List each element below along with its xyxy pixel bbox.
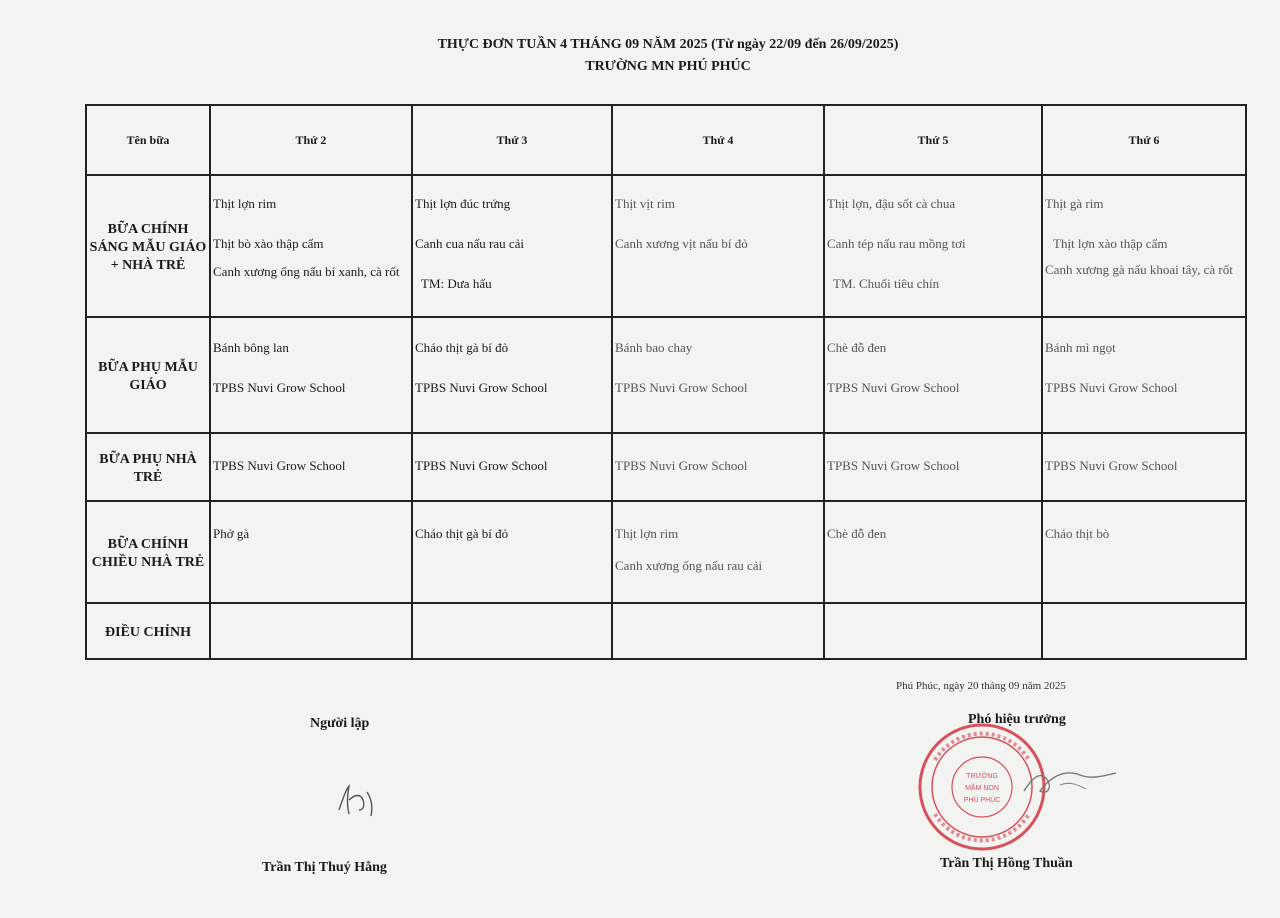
dish: Thịt lợn rim — [213, 196, 277, 211]
dish: TPBS Nuvi Grow School — [213, 380, 346, 395]
menu-cell — [612, 317, 824, 433]
day-header-fri: Thứ 6 — [1042, 105, 1246, 175]
dish: TM. Chuối tiêu chín — [833, 276, 940, 291]
menu-cell — [612, 501, 824, 603]
table-row — [86, 175, 1246, 317]
meal-label: BỮA PHỤ MẪU GIÁO — [86, 317, 210, 433]
menu-cell — [210, 175, 412, 317]
dish: TPBS Nuvi Grow School — [615, 458, 748, 473]
menu-cell — [612, 433, 824, 501]
table-row — [86, 603, 1246, 659]
dish: Canh cua nấu rau cải — [415, 236, 525, 251]
day-header-thu: Thứ 5 — [824, 105, 1042, 175]
day-header-tue: Thứ 3 — [412, 105, 612, 175]
table-row — [86, 501, 1246, 603]
menu-cell — [412, 433, 612, 501]
dish: Thịt lợn, đậu sốt cà chua — [827, 196, 956, 211]
preparer-signature-icon — [333, 780, 383, 820]
menu-cell — [1042, 501, 1246, 603]
dish: Thịt gà rim — [1045, 196, 1104, 211]
document-title — [0, 34, 1280, 78]
meal-label: BỮA CHÍNH CHIỀU NHÀ TRẺ — [86, 501, 210, 603]
day-header-wed: Thứ 4 — [612, 105, 824, 175]
menu-cell — [824, 433, 1042, 501]
dish: Canh tép nấu rau mồng tơi — [827, 236, 966, 251]
preparer-title: Người lập — [310, 716, 370, 731]
menu-cell-empty — [824, 603, 1042, 659]
dish: Thịt lợn xào thập cẩm — [1053, 236, 1168, 251]
approver-signature-icon — [1020, 755, 1120, 805]
title-line-1: THỰC ĐƠN TUẦN 4 THÁNG 09 NĂM 2025 (Từ ngày 22/09 đến 26/09/2025) — [437, 37, 899, 52]
dish: Chè đỗ đen — [827, 526, 887, 541]
menu-cell — [210, 317, 412, 433]
dish: Cháo thịt bò — [1045, 526, 1110, 541]
dish: Bánh bao chay — [615, 340, 693, 355]
meal-label: BỮA CHÍNH SÁNG MẪU GIÁO + NHÀ TRẺ — [86, 175, 210, 317]
dish: Cháo thịt gà bí đỏ — [415, 340, 509, 355]
place-date: Phú Phúc, ngày 20 tháng 09 năm 2025 — [896, 680, 1066, 692]
dish: Thịt lợn đúc trứng — [415, 196, 511, 211]
header-row — [86, 105, 1246, 175]
menu-cell — [612, 175, 824, 317]
dish: TPBS Nuvi Grow School — [1045, 380, 1178, 395]
dish: Canh xương ống nấu bí xanh, cà rốt — [213, 264, 400, 279]
dish: TPBS Nuvi Grow School — [415, 380, 548, 395]
approver-title: Phó hiệu trưởng — [968, 712, 1066, 727]
meal-label: BỮA PHỤ NHÀ TRẺ — [86, 433, 210, 501]
meal-label: ĐIỀU CHỈNH — [86, 603, 210, 659]
day-header-mon: Thứ 2 — [210, 105, 412, 175]
menu-cell-empty — [210, 603, 412, 659]
dish: Bánh bông lan — [213, 340, 289, 355]
table-row — [86, 317, 1246, 433]
svg-text:MẦM NON: MẦM NON — [965, 785, 999, 792]
menu-cell — [1042, 317, 1246, 433]
menu-cell — [210, 433, 412, 501]
dish: TPBS Nuvi Grow School — [415, 458, 548, 473]
menu-cell-empty — [1042, 603, 1246, 659]
dish: TPBS Nuvi Grow School — [1045, 458, 1178, 473]
dish: TPBS Nuvi Grow School — [827, 458, 960, 473]
dish: TPBS Nuvi Grow School — [615, 380, 748, 395]
dish: Thịt lợn rim — [615, 526, 679, 541]
dish: Cháo thịt gà bí đỏ — [415, 526, 509, 541]
preparer-name: Trần Thị Thuý Hằng — [262, 860, 387, 875]
title-line-2: TRƯỜNG MN PHÚ PHÚC — [585, 59, 751, 74]
dish: Phở gà — [213, 526, 250, 541]
dish: Canh xương gà nấu khoai tây, cà rốt — [1045, 262, 1233, 277]
menu-cell — [824, 501, 1042, 603]
dish: Canh xương vịt nấu bí đỏ — [615, 236, 748, 251]
menu-cell — [1042, 433, 1246, 501]
svg-text:PHÚ PHÚC: PHÚ PHÚC — [963, 797, 1001, 804]
approver-name: Trần Thị Hồng Thuần — [940, 856, 1073, 871]
menu-cell-empty — [612, 603, 824, 659]
menu-cell — [210, 501, 412, 603]
table-row — [86, 433, 1246, 501]
corner-header: Tên bữa — [86, 105, 210, 175]
menu-table — [85, 104, 1247, 660]
menu-cell-empty — [412, 603, 612, 659]
dish: TPBS Nuvi Grow School — [827, 380, 960, 395]
dish: Bánh mì ngọt — [1045, 340, 1116, 355]
dish: Thịt bò xào thập cẩm — [213, 236, 324, 251]
svg-text:TRƯỜNG: TRƯỜNG — [966, 773, 998, 780]
dish: TPBS Nuvi Grow School — [213, 458, 346, 473]
dish: Canh xương ống nấu rau cải — [615, 558, 763, 573]
dish: Thịt vịt rim — [615, 196, 675, 211]
menu-cell — [824, 175, 1042, 317]
menu-cell — [824, 317, 1042, 433]
menu-cell — [412, 175, 612, 317]
dish: Chè đỗ đen — [827, 340, 887, 355]
menu-cell — [412, 501, 612, 603]
menu-cell — [1042, 175, 1246, 317]
dish: TM: Dưa hấu — [421, 276, 492, 291]
menu-cell — [412, 317, 612, 433]
